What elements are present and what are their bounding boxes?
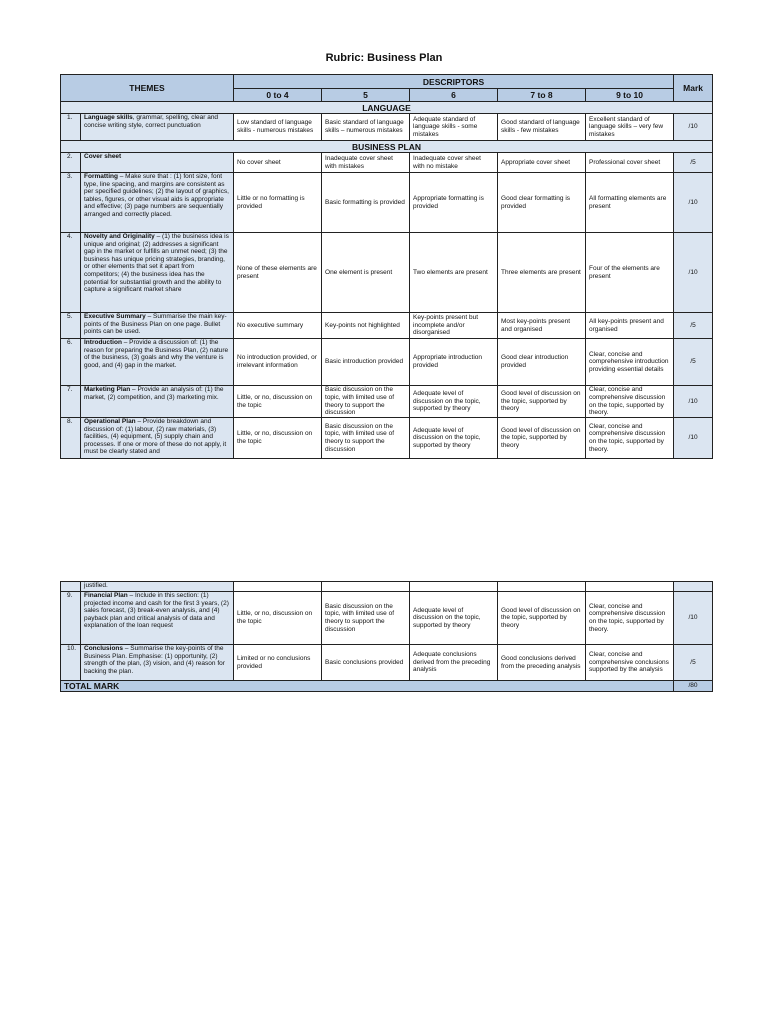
criterion-row — [61, 592, 713, 645]
criterion-description: – Include in this section: (1) projected income and cash for the first 3 years, (2) sales forecast, (3) break-even analysis, and (4) payback plan and critical analysis of data and explanation of the loan request — [84, 592, 229, 630]
criterion-description: – Provide an analysis of: (1) the market, (2) competition, and (3) marketing mix. — [84, 386, 224, 401]
descriptor-cell: Good conclusions derived from the preceding analysis — [498, 645, 586, 681]
criterion-number: 1. — [61, 114, 81, 141]
criterion-number: 2. — [61, 153, 81, 173]
criterion-name: Marketing Plan — [84, 386, 131, 393]
criterion-number: 9. — [61, 592, 81, 645]
criterion-number: 8. — [61, 418, 81, 459]
mark-cell: /5 — [674, 339, 713, 386]
continuation-text: justified. — [81, 582, 234, 592]
descriptor-cell: Low standard of language skills - numerous mistakes — [234, 114, 322, 141]
descriptor-cell: Inadequate cover sheet with mistakes — [322, 153, 410, 173]
descriptor-cell: Basic standard of language skills – numerous mistakes — [322, 114, 410, 141]
criterion-name: Conclusions — [84, 645, 124, 652]
descriptor-cell: Good clear formatting is provided — [498, 173, 586, 233]
descriptor-cell: None of these elements are present — [234, 233, 322, 313]
descriptor-cell: All key-points present and organised — [586, 313, 674, 339]
descriptor-cell: Clear, concise and comprehensive discussion on the topic, supported by theory. — [586, 592, 674, 645]
descriptor-cell: Appropriate formatting is provided — [410, 173, 498, 233]
mark-header: Mark — [674, 75, 713, 102]
mark-cell: /10 — [674, 114, 713, 141]
descriptor-cell: Clear, concise and comprehensive conclusions supported by the analysis — [586, 645, 674, 681]
criterion-row — [61, 339, 713, 386]
criterion-row — [61, 386, 713, 418]
criterion-row — [61, 645, 713, 681]
criterion-name: Executive Summary — [84, 313, 146, 320]
mark-cell: /5 — [674, 645, 713, 681]
rubric-table-continued — [60, 581, 713, 692]
descriptor-cell: No introduction provided, or irrelevant information — [234, 339, 322, 386]
criterion-name: Operational Plan — [84, 418, 136, 425]
descriptor-cell: Inadequate cover sheet with no mistake — [410, 153, 498, 173]
descriptor-cell: Good clear introduction provided — [498, 339, 586, 386]
band-header: 5 — [322, 89, 410, 102]
descriptor-cell: Basic introduction provided — [322, 339, 410, 386]
descriptor-cell: Appropriate introduction provided — [410, 339, 498, 386]
criterion-theme — [81, 313, 234, 339]
descriptor-cell: Key-points not highlighted — [322, 313, 410, 339]
descriptor-cell: Good standard of language skills - few mistakes — [498, 114, 586, 141]
descriptor-cell: Clear, concise and comprehensive discussion on the topic, supported by theory. — [586, 418, 674, 459]
criterion-name: Cover sheet — [84, 153, 122, 160]
mark-cell: /10 — [674, 386, 713, 418]
descriptor-cell: Two elements are present — [410, 233, 498, 313]
descriptor-cell: Limited or no conclusions provided — [234, 645, 322, 681]
criterion-theme — [81, 153, 234, 173]
rubric-table — [60, 74, 713, 459]
descriptors-header: DESCRIPTORS — [234, 75, 674, 89]
mark-cell: /10 — [674, 418, 713, 459]
descriptor-cell: Key-points present but incomplete and/or disorganised — [410, 313, 498, 339]
criterion-number: 10. — [61, 645, 81, 681]
band-header: 0 to 4 — [234, 89, 322, 102]
descriptor-cell: Four of the elements are present — [586, 233, 674, 313]
criterion-theme — [81, 339, 234, 386]
descriptor-cell: No executive summary — [234, 313, 322, 339]
criterion-theme — [81, 233, 234, 313]
criterion-name: Financial Plan — [84, 592, 128, 599]
section-language: LANGUAGE — [61, 102, 713, 114]
criterion-description: – Provide breakdown and discussion of: (1) labour, (2) raw materials, (3) facilities, (4) equipment, (5) supply chain and processes. If one or more of these do not apply, it must be clearly stated and — [84, 418, 227, 456]
mark-cell: /10 — [674, 173, 713, 233]
band-header: 9 to 10 — [586, 89, 674, 102]
descriptor-cell: Clear, concise and comprehensive discussion on the topic, supported by theory. — [586, 386, 674, 418]
descriptor-cell: All formatting elements are present — [586, 173, 674, 233]
descriptor-cell: Excellent standard of language skills – very few mistakes — [586, 114, 674, 141]
descriptor-cell: One element is present — [322, 233, 410, 313]
criterion-description: – (1) the business idea is unique and original; (2) addresses a significant gap in the market or fulfills an unmet need; (3) the business has unique pricing strategies, branding, or other elements that set it apart from competitors; (4) the business idea has the potential for substantial growth and the ability to capture a significant market share — [84, 233, 229, 294]
mark-cell: /10 — [674, 592, 713, 645]
descriptor-cell: Adequate level of discussion on the topic, supported by theory — [410, 592, 498, 645]
descriptor-cell: Basic conclusions provided — [322, 645, 410, 681]
band-header: 6 — [410, 89, 498, 102]
descriptor-cell: No cover sheet — [234, 153, 322, 173]
descriptor-cell: Good level of discussion on the topic, supported by theory — [498, 386, 586, 418]
criterion-name: Language skills — [84, 114, 133, 121]
descriptor-cell: Basic discussion on the topic, with limited use of theory to support the discussion — [322, 418, 410, 459]
criterion-row — [61, 418, 713, 459]
descriptor-cell: Adequate level of discussion on the topic, supported by theory — [410, 418, 498, 459]
criterion-theme — [81, 418, 234, 459]
descriptor-cell: Clear, concise and comprehensive introduction providing essential details — [586, 339, 674, 386]
criterion-description: – Summarise the main key-points of the Business Plan on one page. Bullet points can be used. — [84, 313, 227, 336]
criterion-number: 7. — [61, 386, 81, 418]
descriptor-cell: Most key-points present and organised — [498, 313, 586, 339]
criterion-description: – Summarise the key-points of the Business Plan. Emphasise: (1) opportunity, (2) strength of the plan, (3) vision, and (4) reason for backing the plan. — [84, 645, 225, 675]
criterion-theme — [81, 173, 234, 233]
descriptor-cell: Appropriate cover sheet — [498, 153, 586, 173]
descriptor-cell: Adequate standard of language skills - some mistakes — [410, 114, 498, 141]
descriptor-cell: Basic discussion on the topic, with limited use of theory to support the discussion — [322, 386, 410, 418]
criterion-number: 4. — [61, 233, 81, 313]
criterion-number: 5. — [61, 313, 81, 339]
total-mark-label: TOTAL MARK — [61, 681, 674, 692]
criterion-name: Introduction — [84, 339, 122, 346]
criterion-theme — [81, 592, 234, 645]
mark-cell: /10 — [674, 233, 713, 313]
criterion-number: 6. — [61, 339, 81, 386]
descriptor-cell: Adequate conclusions derived from the preceding analysis — [410, 645, 498, 681]
criterion-theme — [81, 645, 234, 681]
criterion-description: – Make sure that : (1) font size, font type, line spacing, and margins are consistent as per specified guidelines; (2) the layout of graphics, tables, figures, or other visual aids is appropriate and effective; (3) page numbers are sequentially arranged and correctly placed. — [84, 173, 229, 218]
criterion-name: Novelty and Originality — [84, 233, 155, 240]
descriptor-cell: Basic formatting is provided — [322, 173, 410, 233]
criterion-row — [61, 153, 713, 173]
band-header: 7 to 8 — [498, 89, 586, 102]
criterion-row — [61, 173, 713, 233]
criterion-description: , grammar, spelling, clear and concise writing style, correct punctuation — [84, 114, 219, 129]
descriptor-cell: Little, or no, discussion on the topic — [234, 592, 322, 645]
descriptor-cell: Adequate level of discussion on the topic, supported by theory — [410, 386, 498, 418]
criterion-row — [61, 313, 713, 339]
criterion-theme — [81, 114, 234, 141]
criterion-theme — [81, 386, 234, 418]
mark-cell: /5 — [674, 313, 713, 339]
themes-header: THEMES — [61, 75, 234, 102]
criterion-row — [61, 114, 713, 141]
descriptor-cell: Little, or no, discussion on the topic — [234, 418, 322, 459]
descriptor-cell: Good level of discussion on the topic, supported by theory — [498, 592, 586, 645]
mark-cell: /5 — [674, 153, 713, 173]
descriptor-cell: Little or no formatting is provided — [234, 173, 322, 233]
descriptor-cell: Good level of discussion on the topic, supported by theory — [498, 418, 586, 459]
criterion-number: 3. — [61, 173, 81, 233]
descriptor-cell: Professional cover sheet — [586, 153, 674, 173]
page-title: Rubric: Business Plan — [325, 52, 443, 64]
descriptor-cell: Little, or no, discussion on the topic — [234, 386, 322, 418]
criterion-name: Formatting — [84, 173, 118, 180]
criterion-row — [61, 233, 713, 313]
total-mark-value: /80 — [674, 681, 713, 692]
criterion-description: – Provide a discussion of: (1) the reason for preparing the Business Plan, (2) nature of the business, (3) goals and why the venture is good, and (4) gap in the market. — [84, 339, 229, 369]
descriptor-cell: Basic discussion on the topic, with limited use of theory to support the discussion — [322, 592, 410, 645]
descriptor-cell: Three elements are present — [498, 233, 586, 313]
section-business-plan: BUSINESS PLAN — [61, 141, 713, 153]
